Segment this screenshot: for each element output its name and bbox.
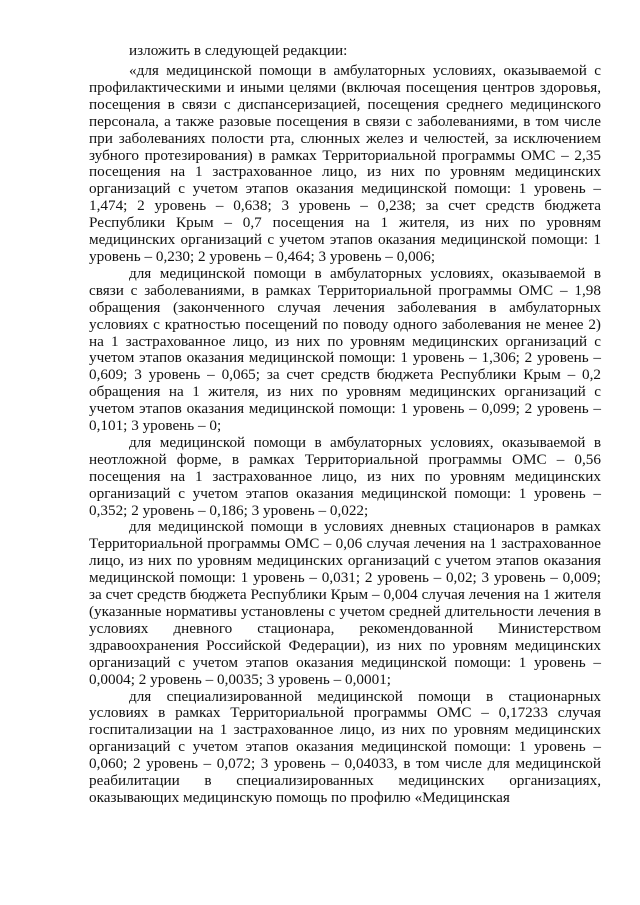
paragraph-outpatient-urgent: для медицинской помощи в амбулаторных условиях, оказываемой в неотложной форме, в рамках Территориальной программы ОМС – 0,56 посещения на 1 застрахованное лицо, из них по уровням медицинских организаций с учетом этапов оказания медицинской помощи: 1 уровень – 0,352; 2 уровень – 0,186; 3 уровень – 0,022; (89, 433, 601, 519)
intro-line: изложить в следующей редакции: (129, 42, 348, 59)
document-body (89, 63, 601, 807)
paragraph-specialized-inpatient: для специализированной медицинской помощи в стационарных условиях в рамках Территориальной программы ОМС – 0,17233 случая госпитализации на 1 застрахованное лицо, из них по уровням медицинских организаций с учетом этапов оказания медицинской помощи: 1 уровень – 0,060; 2 уровень – 0,072; 3 уровень – 0,04033, в том числе для медицинской реабилитации в специализированных медицинских организациях, оказывающих медицинскую помощь по профилю «Медицинская (89, 687, 601, 806)
paragraph-outpatient-preventive: «для медицинской помощи в амбулаторных условиях, оказываемой с профилактическими и иными целями (включая посещения центров здоровья, посещения в связи с диспансеризацией, посещения среднего медицинского персонала, а также разовые посещения в связи с заболеваниями, в том числе при заболеваниях полости рта, слюнных желез и челюстей, за исключением зубного протезирования) в рамках Территориальной программы ОМС – 2,35 посещения на 1 застрахованное лицо, из них по уровням медицинских организаций с учетом этапов оказания медицинской помощи: 1 уровень – 1,474; 2 уровень – 0,638; 3 уровень – 0,238; за счет средств бюджета Республики Крым – 0,7 посещения на 1 жителя, из них по уровням медицинских организаций с учетом этапов оказания медицинской помощи: 1 уровень – 0,230; 2 уровень – 0,464; 3 уровень – 0,006; (89, 62, 601, 265)
paragraph-day-hospital: для медицинской помощи в условиях дневных стационаров в рамках Территориальной программы ОМС – 0,06 случая лечения на 1 застрахованное лицо, из них по уровням медицинских организаций с учетом этапов оказания медицинской помощи: 1 уровень – 0,031; 2 уровень – 0,02; 3 уровень – 0,009; за счет средств бюджета Республики Крым – 0,004 случая лечения на 1 жителя (указанные нормативы установлены с учетом средней длительности лечения в условиях дневного стационара, рекомендованной Министерством здравоохранения Российской Федерации), из них по уровням медицинских организаций с учетом этапов оказания медицинской помощи: 1 уровень – 0,0004; 2 уровень – 0,0035; 3 уровень – 0,0001; (89, 518, 601, 688)
paragraph-outpatient-disease: для медицинской помощи в амбулаторных условиях, оказываемой в связи с заболеваниями, в рамках Территориальной программы ОМС – 1,98 обращения (законченного случая лечения заболевания в амбулаторных условиях с кратностью посещений по поводу одного заболевания не менее 2) на 1 застрахованное лицо, из них по уровням медицинских организаций с учетом этапов оказания медицинской помощи: 1 уровень – 1,306; 2 уровень – 0,609; 3 уровень – 0,065; за счет средств бюджета Республики Крым – 0,2 обращения на 1 жителя, из них по уровням медицинских организаций с учетом этапов оказания медицинской помощи: 1 уровень – 0,099; 2 уровень – 0,101; 3 уровень – 0; (89, 264, 601, 435)
